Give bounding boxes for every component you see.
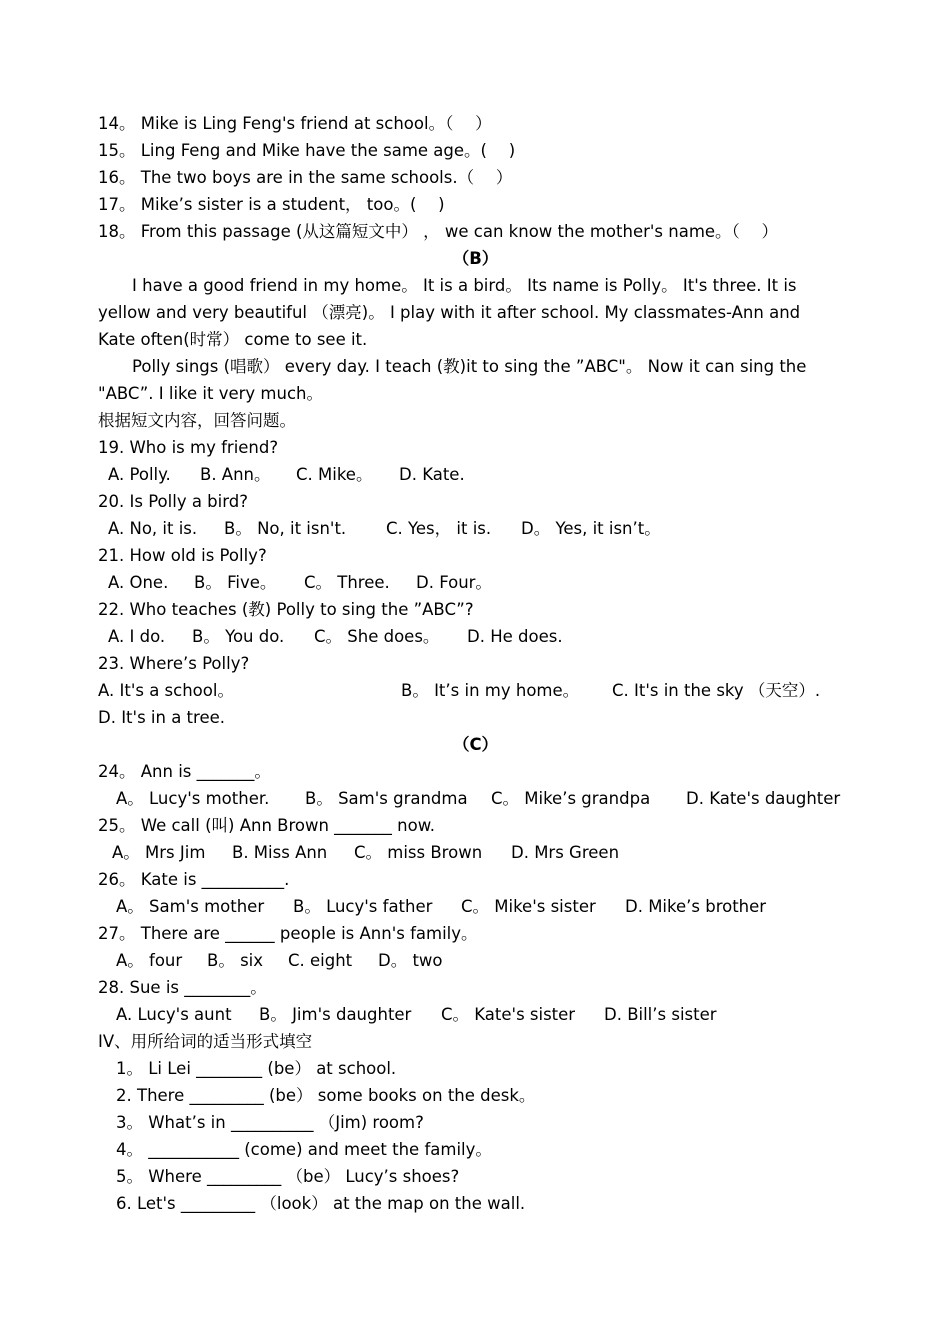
question-25: 25。 We call (叫) Ann Brown _______ now. (98, 816, 435, 835)
question-17: 17。 Mike’s sister is a student， too。( ) (98, 195, 445, 214)
option-b: B. Miss Ann (232, 843, 328, 862)
option-b: B。 Jim's daughter (259, 1005, 412, 1024)
options-28 (98, 1001, 853, 1028)
fill-item: 6. Let's _________ （look） at the map on the wall. (116, 1194, 526, 1213)
option-b: B。 No, it isn't. (224, 519, 347, 538)
option-c: C。 miss Brown (354, 843, 483, 862)
fill-item: 5。 Where _________ （be） Lucy’s shoes? (116, 1167, 460, 1186)
passage-b-line: yellow and very beautiful （漂亮)。 I play with it after school. My classmates-Ann and (98, 303, 801, 322)
options-23 (98, 677, 853, 704)
options-24 (98, 785, 853, 812)
question-24: 24。 Ann is _______。 (98, 762, 271, 781)
option-d: D. Bill’s sister (604, 1005, 717, 1024)
fill-item: 2. There _________ (be） some books on the desk。 (116, 1086, 536, 1105)
option-a: A。 four (116, 951, 183, 970)
section-b-heading: （B） (452, 249, 499, 268)
fill-item: 4。 ___________ (come) and meet the family。 (116, 1140, 492, 1159)
option-a: A。 Sam's mother (116, 897, 265, 916)
option-b: B。 It’s in my home。 (401, 681, 580, 700)
question-14: 14。 Mike is Ling Feng's friend at school。（ ） (98, 114, 492, 133)
options-27 (98, 947, 853, 974)
passage-b-line: Polly sings (唱歌） every day. I teach (教)it to sing the ”ABC"。 Now it can sing the (132, 357, 807, 376)
passage-b-line: I have a good friend in my home。 It is a bird。 Its name is Polly。 It's three. It is (132, 276, 797, 295)
option-c: C. It's in the sky （天空）. (612, 681, 821, 700)
options-26 (98, 893, 853, 920)
options-25 (98, 839, 853, 866)
options-19 (98, 461, 853, 488)
options-20 (98, 515, 853, 542)
question-15: 15。 Ling Feng and Mike have the same age。( ) (98, 141, 516, 160)
option-c: C。 Kate's sister (441, 1005, 576, 1024)
option-d: D. It's in a tree. (98, 708, 225, 727)
option-d: D。 Yes, it isn’t。 (521, 519, 661, 538)
question-19: 19. Who is my friend? (98, 438, 279, 457)
option-d: D. He does. (467, 627, 563, 646)
option-a: A。 Lucy's mother. (116, 789, 270, 808)
option-d: D. Kate. (399, 465, 465, 484)
option-a: A. No, it is. (108, 519, 198, 538)
question-23: 23. Where’s Polly? (98, 654, 250, 673)
option-a: A. It's a school。 (98, 681, 234, 700)
fill-item: 1。 Li Lei ________ (be） at school. (116, 1059, 397, 1078)
option-c: C。 Three. (304, 573, 390, 592)
passage-b-line: "ABC”. I like it very much。 (98, 384, 323, 403)
section-c-heading: （C） (452, 735, 499, 754)
option-b: B。 Five。 (194, 573, 277, 592)
passage-b-line: Kate often(时常） come to see it. (98, 330, 368, 349)
options-22 (98, 623, 853, 650)
option-d: D. Mike’s brother (625, 897, 767, 916)
option-c: C. Mike。 (296, 465, 373, 484)
option-b: B. Ann。 (200, 465, 271, 484)
section-iv-heading: IV、用所给词的适当形式填空 (98, 1032, 313, 1051)
option-d: D. Four。 (416, 573, 492, 592)
option-a: A. Lucy's aunt (116, 1005, 232, 1024)
question-18: 18。 From this passage (从这篇短文中） ， we can know the mother's name。（ ） (98, 222, 779, 241)
question-16: 16。 The two boys are in the same schools.（ ） (98, 168, 513, 187)
option-b: B。 Sam's grandma (305, 789, 468, 808)
option-a: A. I do. (108, 627, 166, 646)
option-b: B。 six (207, 951, 264, 970)
question-21: 21. How old is Polly? (98, 546, 267, 565)
option-c: C。 She does。 (314, 627, 440, 646)
option-c: C。 Mike’s grandpa (491, 789, 651, 808)
question-28: 28. Sue is ________。 (98, 978, 267, 997)
question-20: 20. Is Polly a bird? (98, 492, 248, 511)
section-b-instruction: 根据短文内容，回答问题。 (98, 411, 296, 430)
option-b: B。 Lucy's father (293, 897, 433, 916)
option-d: D. Mrs Green (511, 843, 620, 862)
option-d: D. Kate's daughter (686, 789, 841, 808)
option-a: A. Polly. (108, 465, 171, 484)
fill-item: 3。 What’s in __________ （Jim) room? (116, 1113, 424, 1132)
question-27: 27。 There are ______ people is Ann's family。 (98, 924, 478, 943)
option-c: C. Yes， it is. (386, 519, 492, 538)
option-a: A. One. (108, 573, 169, 592)
option-c: C. eight (288, 951, 353, 970)
option-d: D。 two (378, 951, 443, 970)
options-21 (98, 569, 853, 596)
option-a: A。 Mrs Jim (112, 843, 206, 862)
document-page (98, 110, 853, 1217)
question-22: 22. Who teaches (教) Polly to sing the ”ABC”? (98, 600, 474, 619)
option-b: B。 You do. (192, 627, 285, 646)
option-c: C。 Mike's sister (461, 897, 596, 916)
question-26: 26。 Kate is __________. (98, 870, 290, 889)
